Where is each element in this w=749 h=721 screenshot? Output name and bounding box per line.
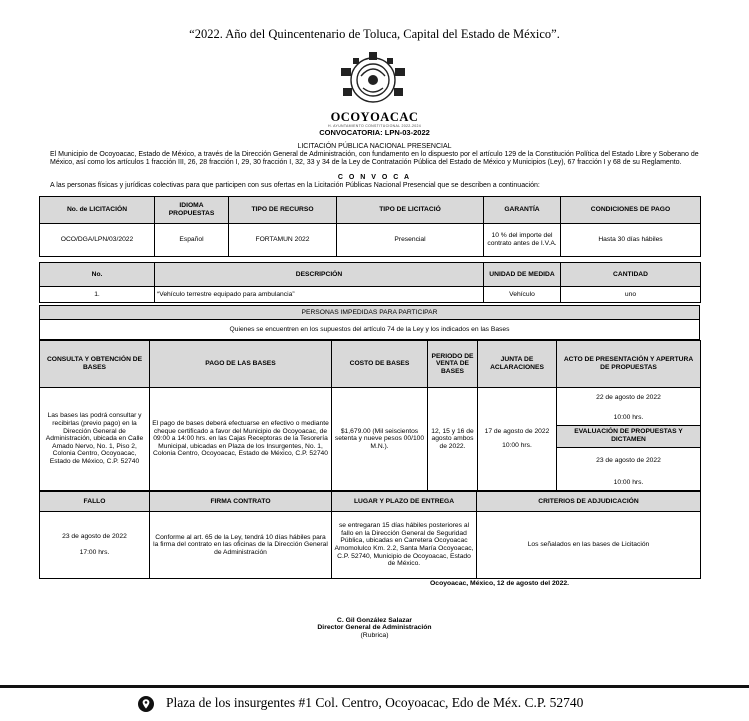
fallo-fecha: 23 de agosto de 2022 — [62, 533, 127, 541]
header-cell: TIPO DE RECURSO — [229, 197, 337, 224]
table-cell: Las bases las podrá consultar y recibirlas (previo pago) en la Dirección General de Administración, ubicada en Calle Amado Nervo, No. 1, Piso 2, Colonia Centro, Ocoyoacac, Estado de México, C.P. 52740 — [40, 388, 150, 491]
licitacion-title: LICITACIÓN PÚBLICA NACIONAL PRESENCIAL — [297, 143, 452, 150]
header-cell: GARANTÍA — [484, 197, 561, 224]
acto-fecha: 22 de agosto de 2022 — [596, 394, 661, 401]
header-cell: LUGAR Y PLAZO DE ENTREGA — [332, 492, 477, 512]
header-cell: No. — [40, 263, 155, 287]
description-table — [39, 262, 701, 303]
municipal-logo — [333, 48, 413, 110]
table-cell: Los señalados en las bases de Licitación — [477, 512, 701, 579]
junta-fecha: 17 de agosto de 2022 — [484, 428, 550, 436]
header-cell: PERIODO DE VENTA DE BASES — [428, 341, 478, 388]
impedidas-table — [39, 305, 700, 340]
header-cell: CONDICIONES DE PAGO — [561, 197, 701, 224]
table-header-row — [40, 306, 700, 320]
evaluacion-fecha: 23 de agosto de 2022 — [596, 457, 661, 464]
invitation-paragraph: A las personas físicas y jurídicas colectivas para que participen con sus ofertas en la Licitación Públicas Nacional Presencial que se describen a continuación: — [50, 182, 540, 189]
table-cell: 1. — [40, 287, 155, 303]
table-cell: uno — [561, 287, 701, 303]
table-cell: se entregaran 15 días hábiles posteriores al fallo en la Dirección General de Seguridad Pública, ubicadas en Carretera Ocoyoacac Amomolulco Km. 2.2, Santa María Ocoyoacac, C.P. 52740, Municipio de Ocoyoacac, Estado de México. — [332, 512, 477, 579]
table-header-row — [40, 197, 701, 224]
location-pin-icon — [138, 696, 154, 712]
header-cell: ACTO DE PRESENTACIÓN Y APERTURA DE PROPUESTAS — [557, 341, 701, 388]
table-cell: El pago de bases deberá efectuarse en efectivo o mediante cheque certificado a favor del Municipio de Ocoyoacac, de 09:00 a 14:00 hrs. en las Cajas Receptoras de la Tesorería Municipal, ubicadas en Plaza de los Insurgentes, No. 1, Colonia Centro, Ocoyoacac, Estado de México, C.P. 52740 — [150, 388, 332, 491]
table-cell: Presencial — [337, 224, 484, 257]
header-cell: TIPO DE LICITACIÓ — [337, 197, 484, 224]
place-and-date: Ocoyoacac, México, 12 de agosto del 2022. — [430, 580, 570, 587]
table-cell: Conforme al art. 65 de la Ley, tendrá 10 días hábiles para la firma del contrato en las oficinas de la Dirección General de Administración — [150, 512, 332, 579]
junta-hora: 10:00 hrs. — [502, 442, 532, 449]
header-cell: PAGO DE LAS BASES — [150, 341, 332, 388]
table-cell: 10 % del importe del contrato antes de I.V.A. — [484, 224, 561, 257]
footer-divider — [0, 685, 749, 688]
footer-address: Plaza de los insurgentes #1 Col. Centro, Ocoyoacac, Edo de Méx. C.P. 52740 — [166, 695, 584, 710]
table-row — [40, 388, 701, 491]
table-cell — [557, 388, 701, 491]
table-header-row — [40, 341, 701, 388]
header-cell: DESCRIPCIÓN — [155, 263, 484, 287]
header-cell: CRITERIOS DE ADJUDICACIÓN — [477, 492, 701, 512]
header-cell: CANTIDAD — [561, 263, 701, 287]
table-cell: $1,679.00 (Mil seiscientos setenta y nueve pesos 00/100 M.N.). — [332, 388, 428, 491]
licitacion-table — [39, 196, 701, 257]
evaluacion-hora: 10:00 hrs. — [613, 479, 644, 486]
convoca-heading: C O N V O C A — [337, 174, 412, 181]
table-row — [40, 320, 700, 340]
header-cell: UNIDAD DE MEDIDA — [484, 263, 561, 287]
header-motto: “2022. Año del Quincentenario de Toluca, Capital del Estado de México”. — [189, 27, 560, 41]
table-row — [40, 287, 701, 303]
table-cell: OCO/DGA/LPN/03/2022 — [40, 224, 155, 257]
header-cell: JUNTA DE ACLARACIONES — [478, 341, 557, 388]
header-cell: No. de LICITACIÓN — [40, 197, 155, 224]
table-header-row — [40, 492, 701, 512]
header-cell: IDIOMA PROPUESTAS — [155, 197, 229, 224]
table-cell: Vehículo — [484, 287, 561, 303]
table-header-row — [40, 263, 701, 287]
header-cell: FALLO — [40, 492, 150, 512]
brand-subtitle-text: H. AYUNTAMIENTO CONSTITUCIONAL — [328, 124, 401, 128]
signer-title: Director General de Administración — [317, 624, 432, 631]
evaluacion-header: EVALUACIÓN DE PROPUESTAS Y DICTAMEN — [557, 425, 700, 448]
header-cell: COSTO DE BASES — [332, 341, 428, 388]
acto-hora: 10:00 hrs. — [613, 414, 644, 421]
signer-name: C. Gil González Salazar — [336, 617, 413, 624]
brand-name: OCOYOACAC — [330, 110, 419, 124]
convocatoria-number: CONVOCATORIA: LPN-03-2022 — [319, 128, 430, 137]
table-cell: “Vehículo terrestre equipado para ambulancia” — [155, 287, 484, 303]
fallo-table — [39, 491, 701, 579]
fallo-hora: 17:00 hrs. — [79, 549, 110, 556]
signature-note: (Rubrica) — [360, 632, 389, 639]
table-row — [40, 512, 701, 579]
table-cell: FORTAMUN 2022 — [229, 224, 337, 257]
brand-years: 2022-2024 — [401, 124, 421, 128]
header-cell: FIRMA CONTRATO — [150, 492, 332, 512]
bases-table — [39, 340, 701, 491]
table-cell: Hasta 30 días hábiles — [561, 224, 701, 257]
table-cell: Español — [155, 224, 229, 257]
table-row — [40, 224, 701, 257]
header-cell: PERSONAS IMPEDIDAS PARA PARTICIPAR — [40, 306, 700, 320]
table-cell — [40, 512, 150, 579]
intro-paragraph: El Municipio de Ocoyoacac, Estado de México, a través de la Dirección General de Administración, con fundamento en lo dispuesto por el artículo 129 de la Constitución Política del Estado Libre y Soberano de México, así como los artículos 1 fracción III, 26, 28 fracción I, 29, 30 fracción I, 32, 33 y 34 de la Ley de Contratación Pública del Estado de México y Municipios (Ley), 67 fracción I y 68 de su Reglamento. — [50, 151, 699, 166]
header-cell: CONSULTA Y OBTENCIÓN DE BASES — [40, 341, 150, 388]
table-cell: 12, 15 y 16 de agosto ambos de 2022. — [428, 388, 478, 491]
table-cell: Quienes se encuentren en los supuestos del artículo 74 de la Ley y los indicados en las Bases — [40, 320, 700, 340]
table-cell — [478, 388, 557, 491]
